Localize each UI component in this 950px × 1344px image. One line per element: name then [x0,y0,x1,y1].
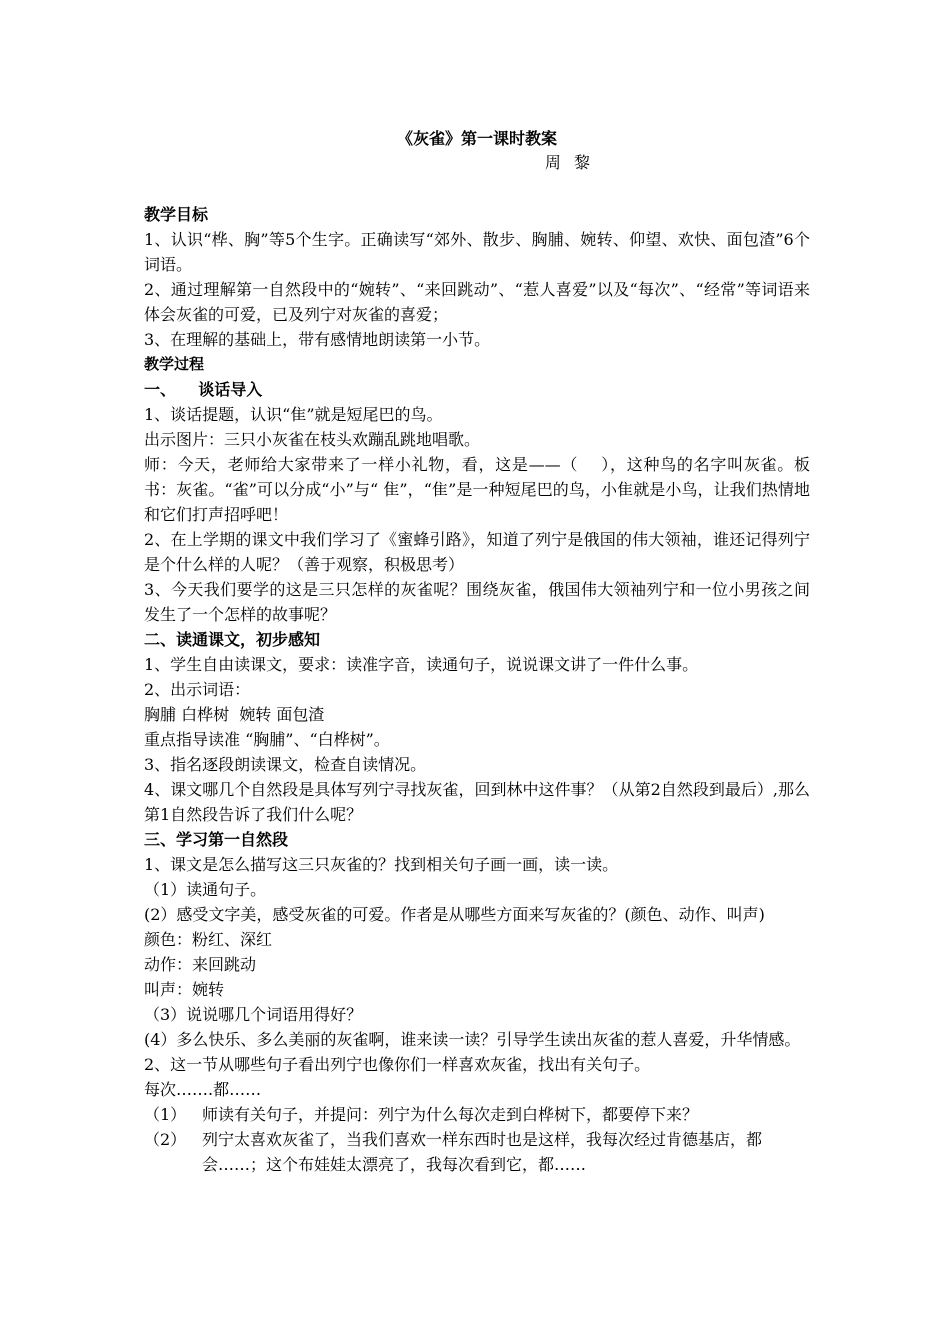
paragraph: 动作：来回跳动 [144,955,257,974]
list-item-text: 列宁太喜欢灰雀了，当我们喜欢一样东西时也是这样，我每次经过肯德基店，都会……；这个布娃娃太漂亮了，我每次看到它，都…… [202,1130,763,1174]
paragraph: 2、这一节从哪些句子看出列宁也像你们一样喜欢灰雀，找出有关句子。 [144,1055,651,1074]
paragraph: 3、指名逐段朗读课文，检查自读情况。 [144,755,427,774]
paragraph: 1、认识“桦、胸”等5个生字。正确读写“郊外、散步、胸脯、婉转、仰望、欢快、面包渣”6个词语。 [144,230,810,274]
paragraph: 1、谈话提题，认识“隹”就是短尾巴的鸟。 [144,405,443,424]
list-item [144,1102,810,1127]
section-heading: 二、读通课文，初步感知 [144,630,321,649]
list-item-number: （1） [144,1105,187,1124]
list-item [144,1127,810,1177]
paragraph: （1）读通句子。 [144,880,267,899]
paragraph: 2、出示词语： [144,680,251,699]
paragraph: 2、通过理解第一自然段中的“婉转”、“来回跳动”、“惹人喜爱”以及“每次”、“经常”等词语来体会灰雀的可爱，已及列宁对灰雀的喜爱； [144,280,810,324]
paragraph: (2）感受文字美，感受灰雀的可爱。作者是从哪些方面来写灰雀的？(颜色、动作、叫声) [144,905,765,924]
document-body [144,120,810,1177]
paragraph: 1、学生自由读课文，要求：读准字音，读通句子，说说课文讲了一件什么事。 [144,655,699,674]
paragraph: 1、课文是怎么描写这三只灰雀的？找到相关句子画一画，读一读。 [144,855,619,874]
paragraph: 4、课文哪几个自然段是具体写列宁寻找灰雀，回到林中这件事？（从第2自然段到最后）,那么第1自然段告诉了我们什么呢？ [144,780,810,824]
document-author: 周 黎 [544,153,594,172]
section-heading: 教学目标 [144,205,209,224]
document-title: 《灰雀》第一课时教案 [396,129,557,148]
document-lines [144,202,810,1177]
paragraph: 每次…….都…… [144,1080,262,1099]
paragraph: 3、今天我们要学的这是三只怎样的灰雀呢？围绕灰雀，俄国伟大领袖列宁和一位小男孩之间发生了一个怎样的故事呢？ [144,580,810,624]
paragraph: 出示图片：三只小灰雀在枝头欢蹦乱跳地唱歌。 [144,430,481,449]
section-heading: 教学过程 [144,355,205,373]
paragraph: （3）说说哪几个词语用得好？ [144,1005,363,1024]
paragraph: 2、在上学期的课文中我们学习了《蜜蜂引路》，知道了列宁是俄国的伟大领袖，谁还记得列宁是个什么样的人呢？（善于观察，积极思考） [144,530,810,574]
section-heading: 三、学习第一自然段 [144,830,289,849]
paragraph: 师：今天，老师给大家带来了一样小礼物，看，这是——（ ），这种鸟的名字叫灰雀。板书：灰雀。“雀”可以分成“小”与“ 隹”，“隹”是一种短尾巴的鸟，小隹就是小鸟，让我们热情地和它们打声招呼吧！ [144,455,810,524]
spacer [144,174,810,202]
paragraph: 胸脯 白桦树 婉转 面包渣 [144,705,325,724]
paragraph: 叫声：婉转 [144,980,225,999]
paragraph: 3、在理解的基础上，带有感情地朗读第一小节。 [144,330,491,349]
paragraph: 重点指导读准 “胸脯”、“白桦树”。 [144,730,390,749]
list-item-number: （2） [144,1130,187,1149]
list-item-text: 师读有关句子，并提问：列宁为什么每次走到白桦树下，都要停下来？ [202,1105,699,1124]
paragraph: (4）多么快乐、多么美丽的灰雀啊，谁来读一读？引导学生读出灰雀的惹人喜爱，升华情感。 [144,1030,801,1049]
paragraph: 颜色：粉红、深红 [144,930,273,949]
section-heading: 一、 谈话导入 [144,380,263,399]
